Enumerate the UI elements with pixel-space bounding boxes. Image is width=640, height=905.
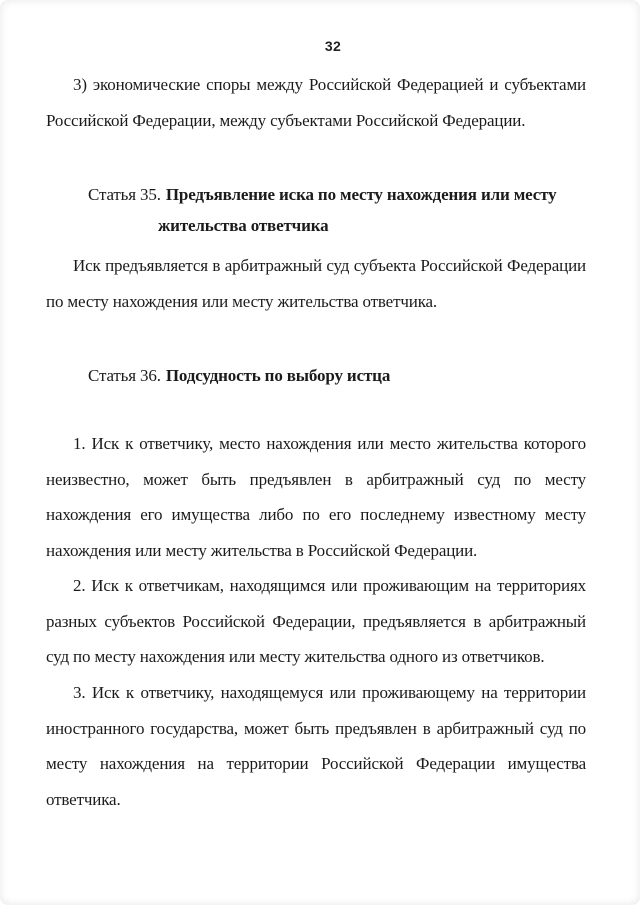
article-36-item-2: 2. Иск к ответчикам, находящимся или проживающим на территориях разных субъектов Российской Федерации, предъявляется в арбитражный суд по месту нахождения или месту жительства одного из ответчиков. — [46, 576, 586, 666]
article-35-body: Иск предъявляется в арбитражный суд субъекта Российской Федерации по месту нахождения или месту жительства ответчика. — [46, 256, 586, 311]
article-36-item-3: 3. Иск к ответчику, находящемуся или проживающему на территории иностранного государства, может быть предъявлен в арбитражный суд по месту нахождения на территории Российской Федерации имущества ответчика. — [46, 683, 586, 809]
article-36-title: Подсудность по выбору истца — [165, 366, 391, 385]
paragraph-economic-disputes: 3) экономические споры между Российской Федерацией и субъектами Российской Федерации, между субъектами Российской Федерации. — [46, 75, 586, 130]
article-36-label: Статья 36. — [88, 366, 161, 385]
article-35-title: Предъявление иска по месту нахождения или месту жительства ответчика — [158, 185, 557, 235]
article-35-heading — [46, 179, 558, 241]
article-36-heading — [46, 360, 558, 391]
article-36-item-1: 1. Иск к ответчику, место нахождения или место жительства которого неизвестно, может быть предъявлен в арбитражный суд по месту нахождения его имущества либо по его последнему известному месту нахождения или месту жительства в Российской Федерации. — [46, 434, 586, 560]
article-35-label: Статья 35. — [88, 185, 161, 204]
page-number: 32 — [324, 38, 342, 54]
